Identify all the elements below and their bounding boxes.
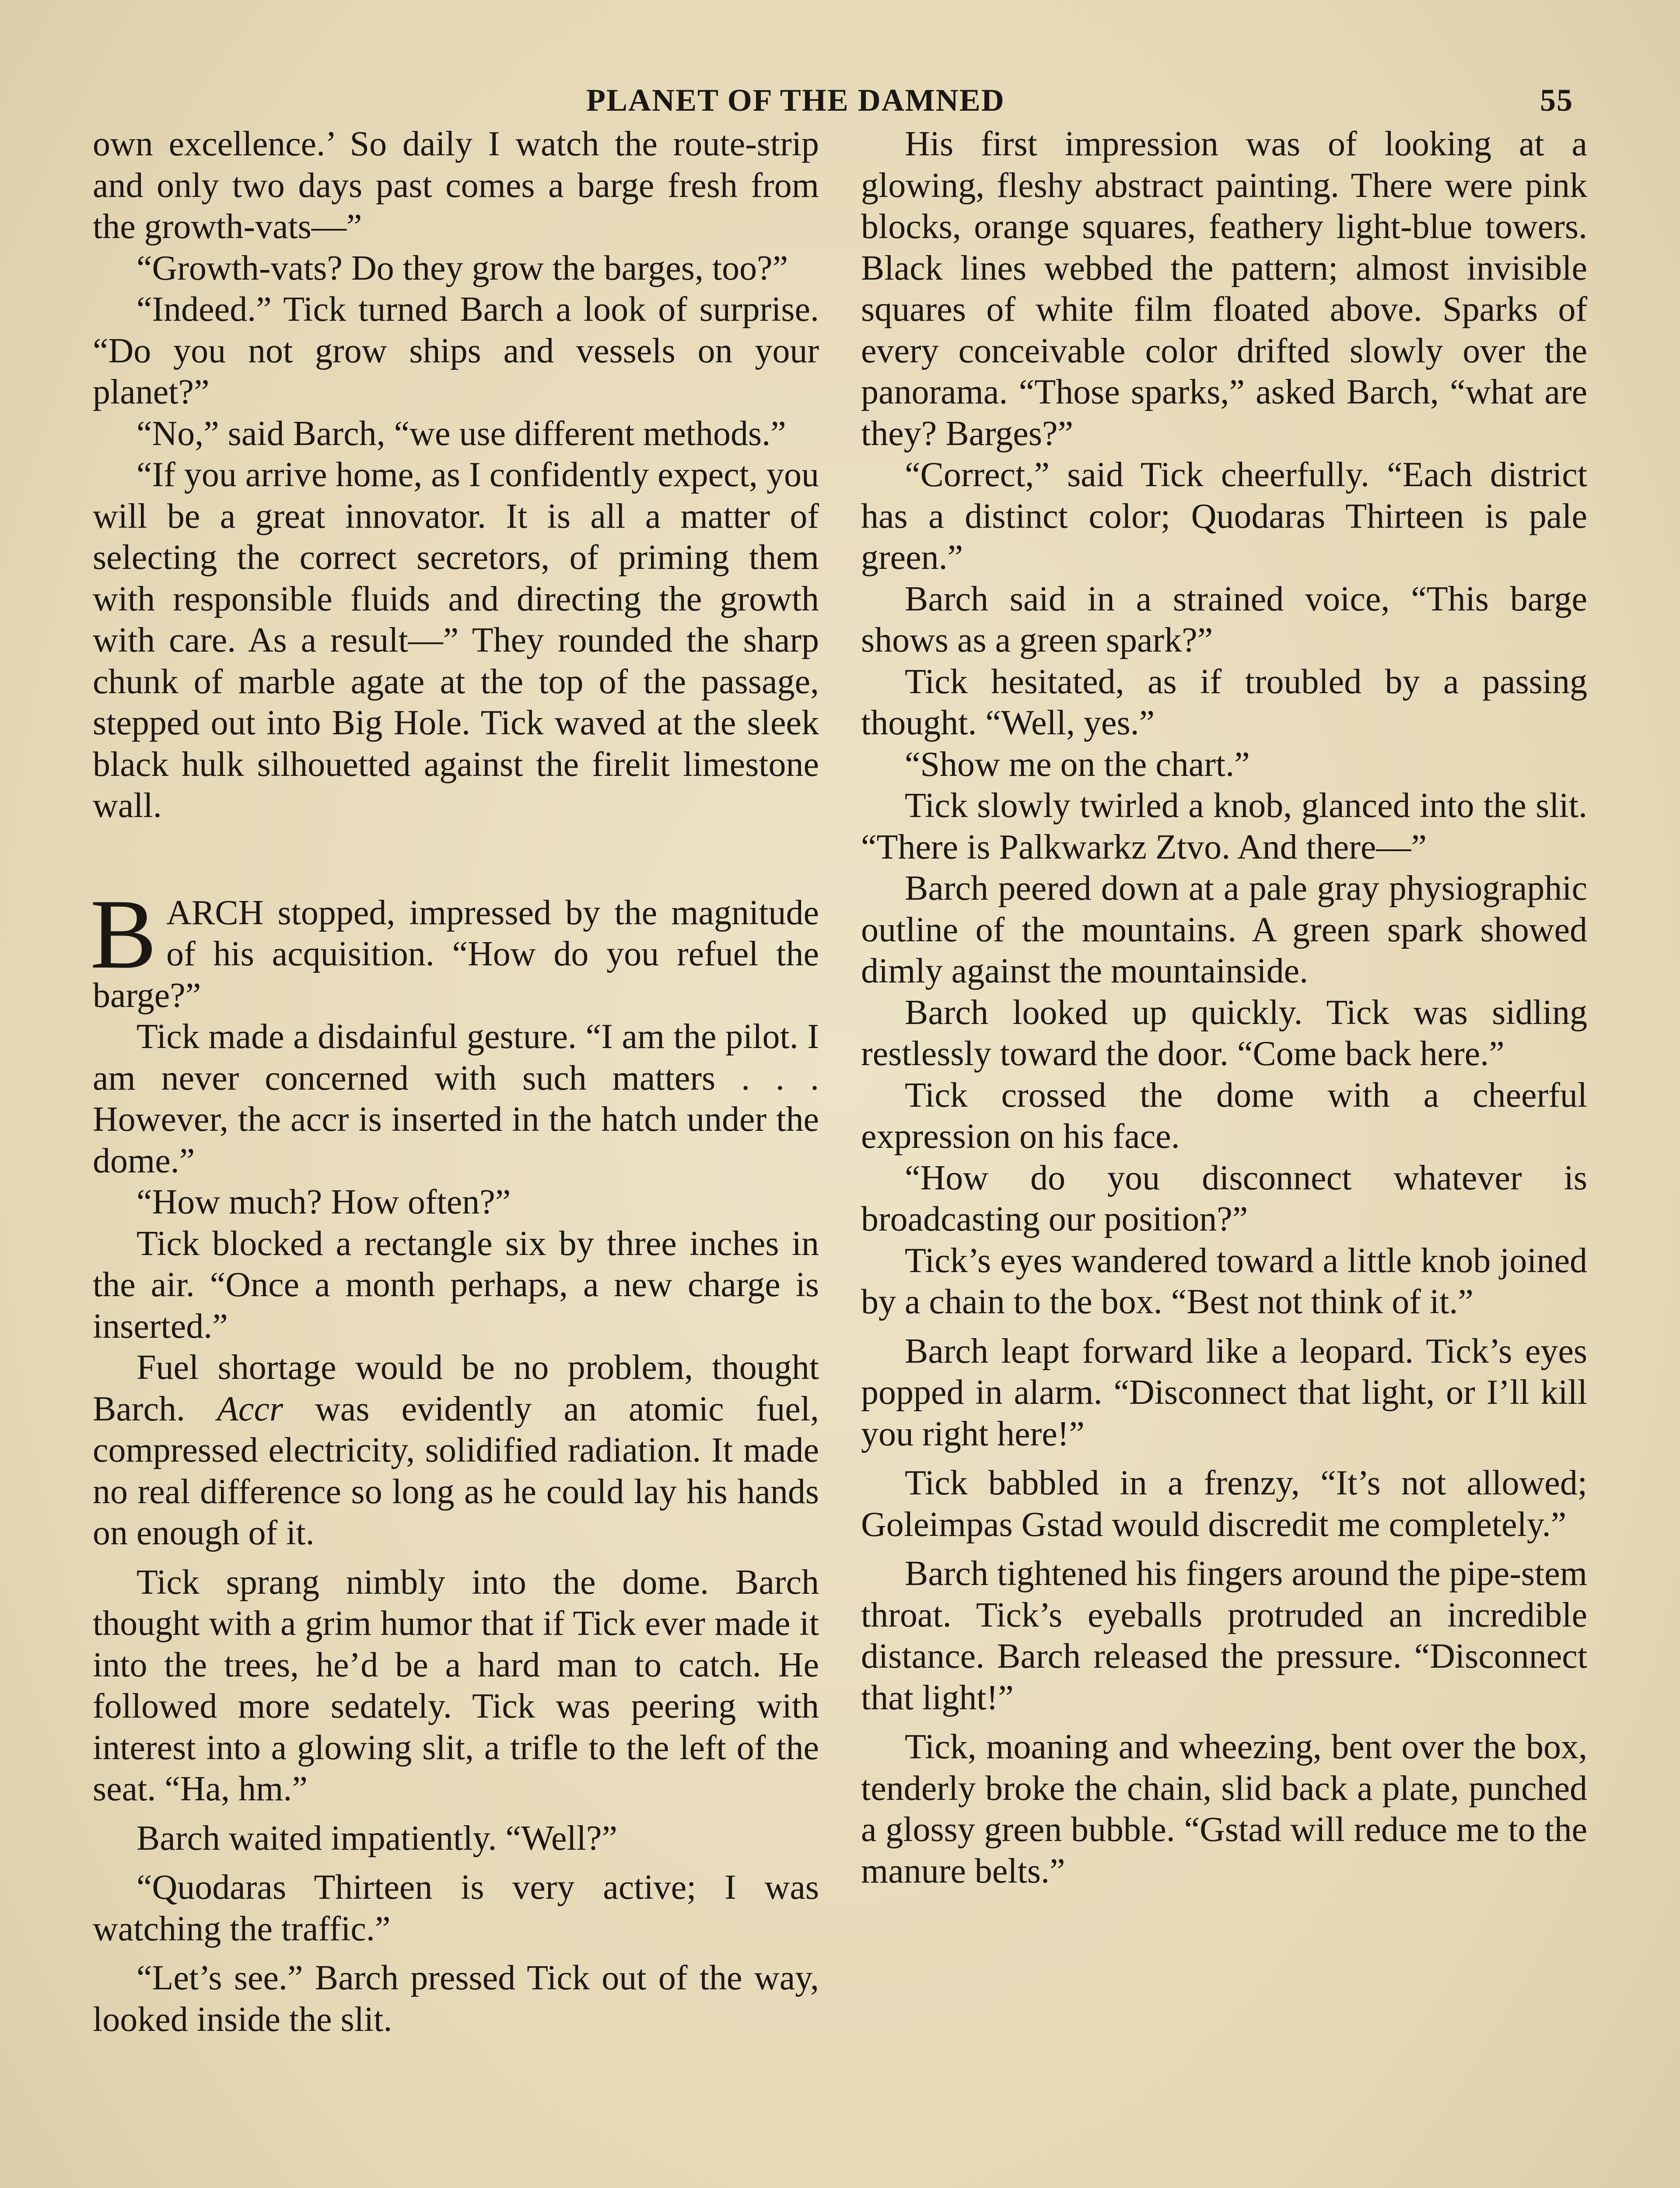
paragraph: Barch waited impatiently. “Well?” — [136, 1819, 618, 1858]
paragraph: Tick hesitated, as if troubled by a passing thought. “Well, yes.” — [861, 662, 1587, 742]
paragraph: Tick sprang nimbly into the dome. Barch thought with a grim humor that if Tick ever made it into the trees, he’d be a hard man to catch. He followed more sedately. Tick was peering with interest into a glowing slit, a trifle to the left of the seat. “Ha, hm.” — [93, 1563, 819, 1808]
paragraph: Barch looked up quickly. Tick was sidling restlessly toward the door. “Come back here.” — [861, 993, 1587, 1073]
paragraph: Tick slowly twirled a knob, glanced into the slit. “There is Palkwarkz Ztvo. And there—” — [861, 786, 1587, 866]
page-number: 55 — [1540, 83, 1573, 118]
paragraph: Tick crossed the dome with a cheerful expression on his face. — [861, 1076, 1587, 1156]
paragraph: “No,” said Barch, “we use different methods.” — [136, 414, 786, 453]
section-opening-paragraph — [90, 879, 819, 1017]
paragraph: “How much? How often?” — [136, 1183, 511, 1221]
paragraph: “How do you disconnect whatever is broadcasting our position?” — [861, 1158, 1587, 1238]
paragraph: “If you arrive home, as I confidently expect, you will be a great innovator. It is all a matter of selecting the correct secretors, of priming them with responsible fluids and directing the growth with care. As a result—” They rounded the sharp chunk of marble agate at the top of the passage, stepped out into Big Hole. Tick waved at the sleek black hulk silhouetted against the firelit limestone wall. — [93, 456, 819, 825]
paragraph: “Quodaras Thirteen is very active; I was watching the traffic.” — [93, 1868, 819, 1948]
left-column — [90, 123, 819, 2040]
running-header — [88, 74, 1584, 122]
paragraph: “Indeed.” Tick turned Barch a look of surprise. “Do you not grow ships and vessels on your planet?” — [93, 290, 819, 411]
drop-cap: B — [90, 879, 157, 989]
paragraph: own excellence.’ So daily I watch the route-strip and only two days past comes a barge fresh from the growth-vats—” — [93, 125, 819, 246]
paragraph: Tick, moaning and wheezing, bent over the box, tenderly broke the chain, slid back a plate, punched a glossy green bubble. “Gstad will reduce me to the manure belts.” — [861, 1728, 1587, 1890]
paragraph: “Show me on the chart.” — [905, 745, 1250, 784]
paragraph-text: ARCH stopped, impressed by the magnitude of his acquisition. “How do you refuel the barge?” — [93, 893, 819, 1015]
paragraph: “Let’s see.” Barch pressed Tick out of the way, looked inside the slit. — [93, 1959, 819, 2039]
right-column — [861, 123, 1587, 1892]
paragraph: “Correct,” said Tick cheerfully. “Each district has a distinct color; Quodaras Thirteen is pale green.” — [861, 456, 1587, 577]
paragraph: Barch tightened his fingers around the pipe-stem throat. Tick’s eyeballs protruded an incredible distance. Barch released the pressure. “Disconnect that light!” — [861, 1554, 1587, 1717]
paragraph: Tick babbled in a frenzy, “It’s not allowed; Goleimpas Gstad would discredit me completely.” — [861, 1464, 1587, 1544]
paragraph: Tick made a disdainful gesture. “I am the pilot. I am never concerned with such matters . . . However, the accr is inserted in the hatch under the dome.” — [93, 1017, 819, 1180]
running-title: PLANET OF THE DAMNED — [586, 83, 1005, 118]
paragraph: Barch leapt forward like a leopard. Tick’s eyes popped in alarm. “Disconnect that light, or I’ll kill you right here!” — [861, 1332, 1587, 1453]
paragraph: Tick’s eyes wandered toward a little knob joined by a chain to the box. “Best not think of it.” — [861, 1241, 1587, 1321]
paragraph: Tick blocked a rectangle six by three inches in the air. “Once a month perhaps, a new charge is inserted.” — [93, 1224, 819, 1346]
paragraph-text: was evidently an atomic fuel, compressed electricity, solidified radiation. It made no real difference so long as he could lay his hands on enough of it. — [93, 1389, 819, 1552]
paragraph: Barch said in a strained voice, “This barge shows as a green spark?” — [861, 579, 1587, 659]
italic-term: Accr — [217, 1389, 284, 1428]
paragraph: Barch peered down at a pale gray physiographic outline of the mountains. A green spark showed dimly against the mountainside. — [861, 869, 1587, 990]
paragraph-text: Fuel shortage would be no problem, thought Barch. — [93, 1348, 819, 1428]
paragraph: “Growth-vats? Do they grow the barges, too?” — [136, 249, 788, 288]
paragraph: His first impression was of looking at a glowing, fleshy abstract painting. There were pink blocks, orange squares, feathery light-blue towers. Black lines webbed the pattern; almost invisible squares of white film floated above. Sparks of every conceivable color drifted slowly over the panorama. “Those sparks,” asked Barch, “what are they? Barges?” — [861, 125, 1587, 453]
paragraph — [93, 1347, 819, 1554]
